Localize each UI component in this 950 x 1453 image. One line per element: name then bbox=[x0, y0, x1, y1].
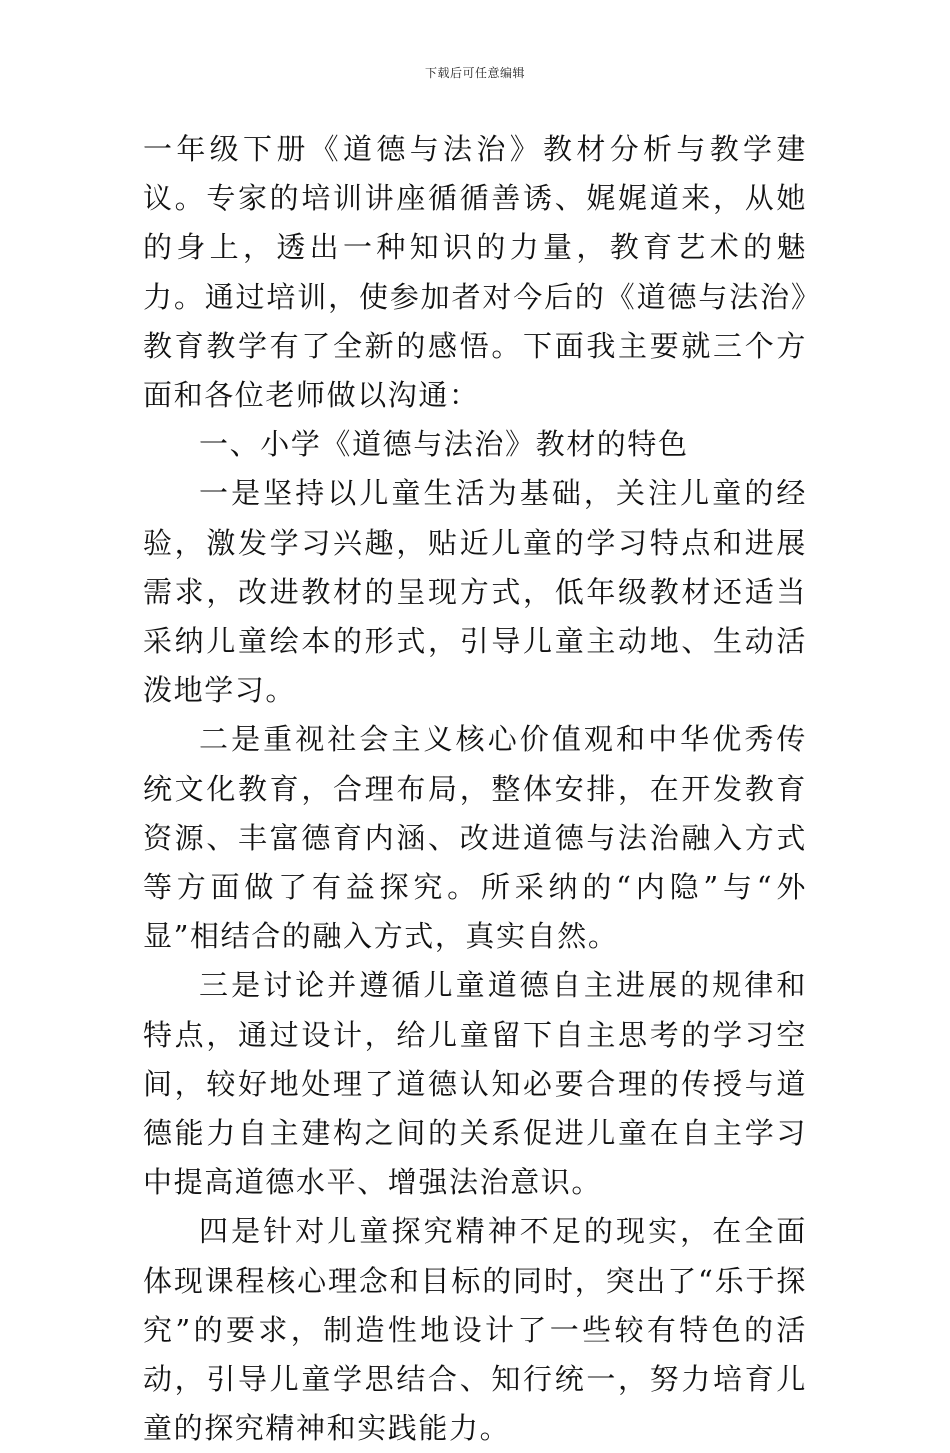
point-four-paragraph: 四是针对儿童探究精神不足的现实，在全面体现课程核心理念和目标的同时，突出了“乐于探究”的要求，制造性地设计了一些较有特色的活动，引导儿童学思结合、知行统一，努力培育儿童的探究精神和实践能力。 bbox=[143, 1214, 807, 1446]
point-three-paragraph: 三是讨论并遵循儿童道德自主进展的规律和特点，通过设计，给儿童留下自主思考的学习空间，较好地处理了道德认知必要合理的传授与道德能力自主建构之间的关系促进儿童在自主学习中提高道德水平、增强法治意识。 bbox=[143, 968, 807, 1200]
point-two-paragraph: 二是重视社会主义核心价值观和中华优秀传统文化教育，合理布局，整体安排，在开发教育资源、丰富德育内涵、改进道德与法治融入方式等方面做了有益探究。所采纳的“内隐”与“外显”相结合的融入方式，真实自然。 bbox=[143, 722, 807, 954]
point-one-paragraph: 一是坚持以儿童生活为基础，关注儿童的经验，激发学习兴趣，贴近儿童的学习特点和进展需求，改进教材的呈现方式，低年级教材还适当采纳儿童绘本的形式，引导儿童主动地、生动活泼地学习。 bbox=[143, 476, 807, 708]
page-header-note: 下载后可任意编辑 bbox=[424, 66, 525, 80]
section-heading: 一、小学《道德与法治》教材的特色 bbox=[199, 427, 689, 462]
intro-paragraph: 一年级下册《道德与法治》教材分析与教学建议。专家的培训讲座循循善诱、娓娓道来，从她的身上，透出一种知识的力量，教育艺术的魅力。通过培训，使参加者对今后的《道德与法治》教育教学有了全新的感悟。下面我主要就三个方面和各位老师做以沟通： bbox=[143, 132, 807, 413]
document-body bbox=[143, 125, 807, 1453]
